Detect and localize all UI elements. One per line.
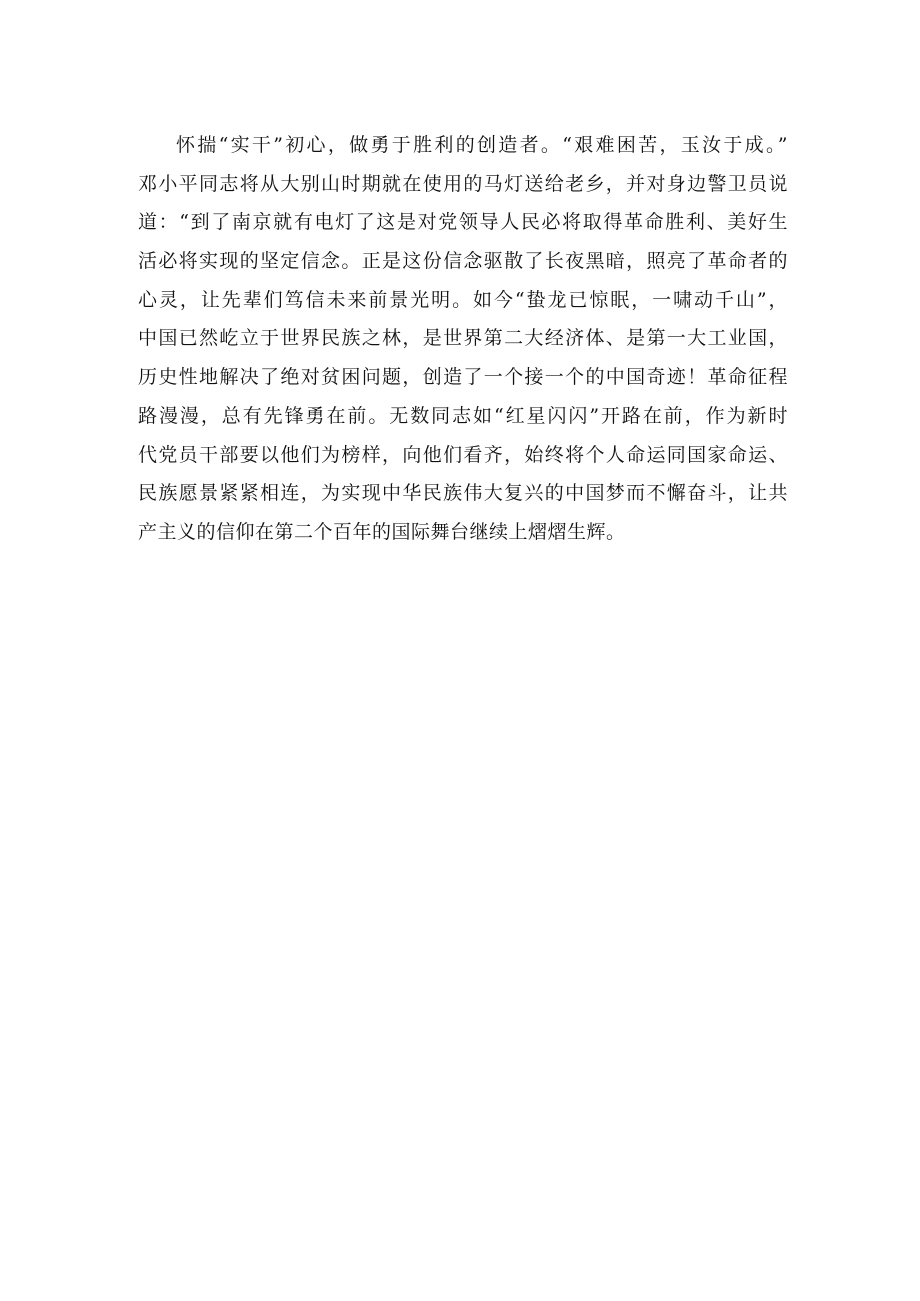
paragraph-line-7: 历史性地解决了绝对贫困问题，创造了一个接一个的中国奇迹！革命征程 [138,366,788,389]
paragraph-line-11: 产主义的信仰在第二个百年的国际舞台继续上熠熠生辉。 [138,520,626,543]
paragraph-line-4: 活必将实现的坚定信念。正是这份信念驱散了长夜黑暗，照亮了革命者的 [138,250,788,273]
paragraph-line-8: 路漫漫，总有先锋勇在前。无数同志如“红星闪闪”开路在前，作为新时 [138,404,788,427]
paragraph-line-5: 心灵，让先辈们笃信未来前景光明。如今“蛰龙已惊眠，一啸动千山”， [138,288,788,311]
paragraph-line-2: 邓小平同志将从大别山时期就在使用的马灯送给老乡，并对身边警卫员说 [138,172,788,195]
paragraph-line-6: 中国已然屹立于世界民族之林，是世界第二大经济体、是第一大工业国， [138,327,788,350]
paragraph-line-10: 民族愿景紧紧相连，为实现中华民族伟大复兴的中国梦而不懈奋斗，让共 [138,482,788,505]
body-paragraph [138,126,788,552]
paragraph-line-3: 道：“到了南京就有电灯了这是对党领导人民必将取得革命胜利、美好生 [138,211,788,234]
paragraph-line-1: 怀揣“实干”初心，做勇于胜利的创造者。“艰难困苦，玉汝于成。” [176,134,788,156]
paragraph-line-9: 代党员干部要以他们为榜样，向他们看齐，始终将个人命运同国家命运、 [138,443,788,466]
